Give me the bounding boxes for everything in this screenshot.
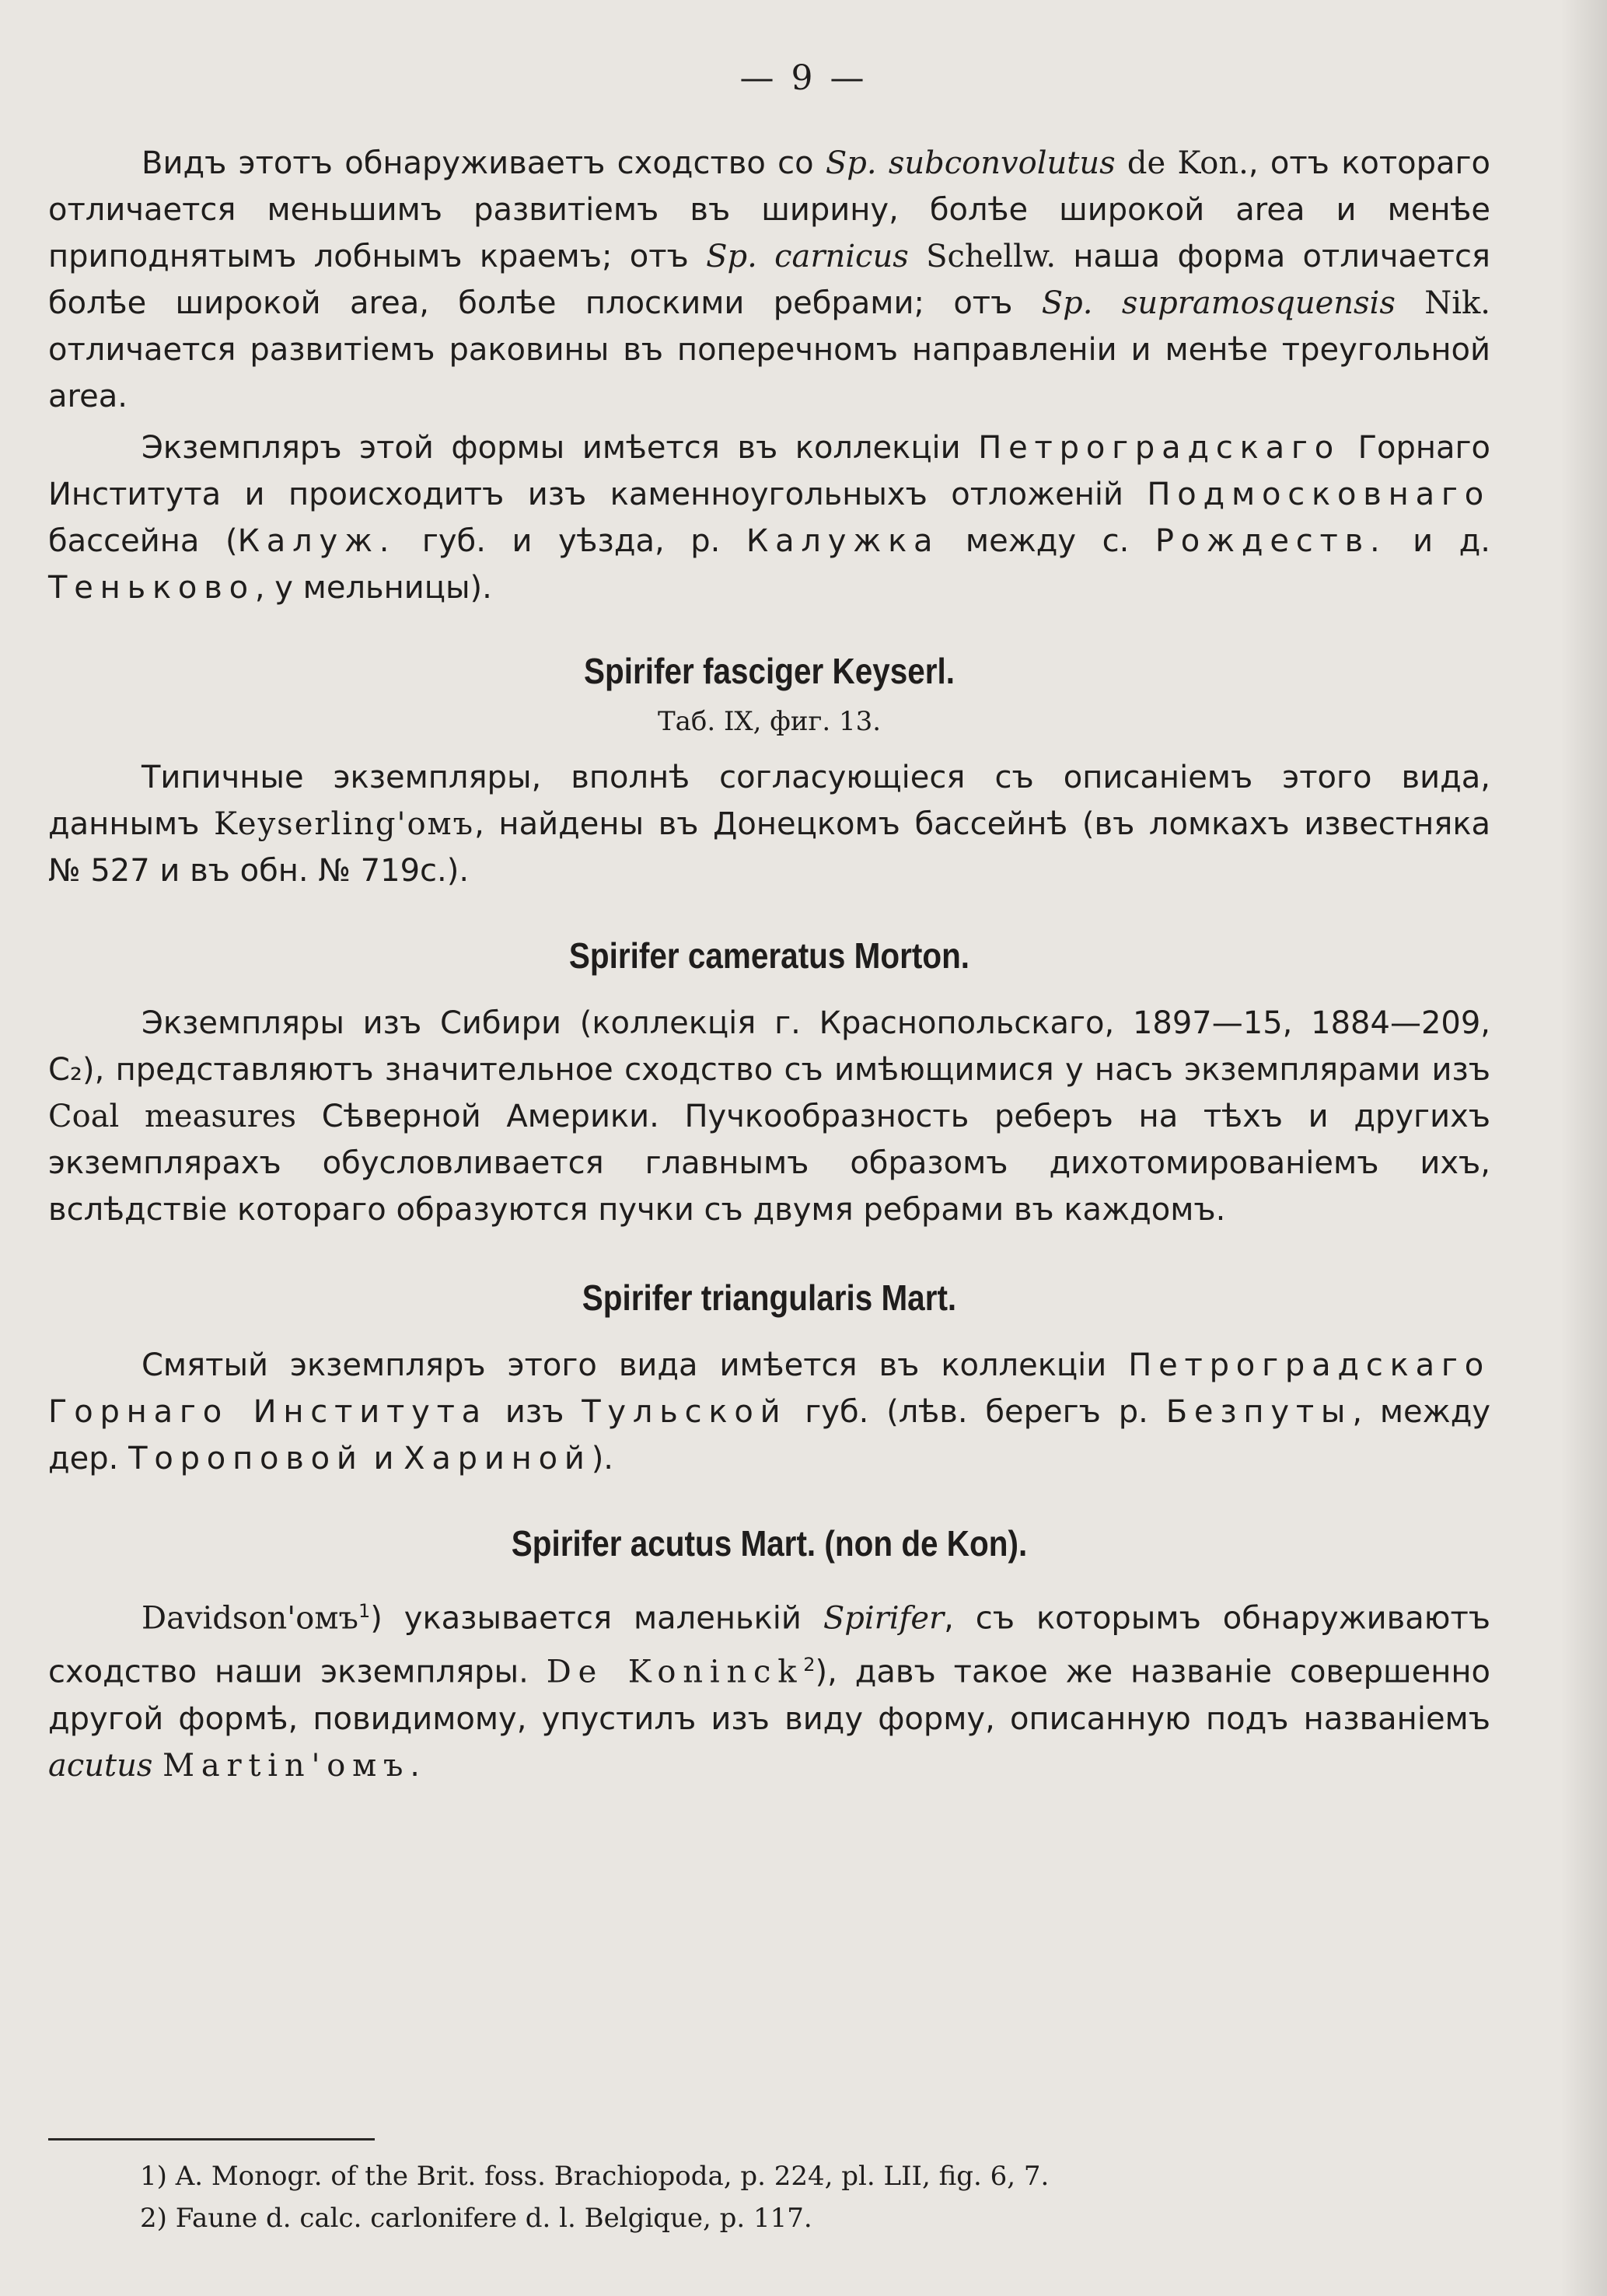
latin-term: Coal measures <box>48 1099 297 1134</box>
text-run: Типичные экземпляры, вполнѣ согласующіеся съ описаніемъ этого вида, даннымъ <box>48 760 1490 842</box>
text-run: и <box>363 1441 404 1476</box>
section-heading-triangularis: Spirifer triangularis Mart. <box>582 1277 957 1318</box>
page-spine-shadow <box>1560 0 1607 2296</box>
footnotes <box>140 2155 1049 2239</box>
page-number: — 9 — <box>739 58 868 98</box>
intro-paragraph-2 <box>48 425 1490 611</box>
footnote-divider <box>48 2138 375 2140</box>
text-run: , между дер. <box>48 1394 1491 1476</box>
text-run: , найдены въ Донецкомъ бассейнѣ (въ ломкахъ известняка № 527 и въ обн. № 719с.). <box>48 806 1490 889</box>
author-name: Schellw. <box>926 239 1057 274</box>
spaced-text: Тороповой <box>128 1441 364 1476</box>
text-run: между с. <box>939 523 1155 559</box>
author-name: Keyserling'омъ <box>214 806 475 842</box>
species-name: Sp. subconvolutus <box>825 145 1116 181</box>
plate-reference: Таб. IX, фиг. 13. <box>657 706 882 737</box>
paragraph-triangularis <box>48 1342 1490 1482</box>
text-run: , съ которымъ обнаруживаютъ сходство наши экземпляры. <box>48 1600 1490 1690</box>
footnote-1: 1) A. Monogr. of the Brit. foss. Brachiopoda, p. 224, pl. LII, fig. 6, 7. <box>140 2161 1050 2192</box>
footnote-2: 2) Faune d. calc. carlonifere d. l. Belgique, p. 117. <box>140 2203 812 2234</box>
text-run: ) указывается маленькій <box>370 1600 823 1637</box>
text-run: губ. и уѣзда, р. <box>396 523 746 559</box>
text-run: Сѣверной Америки. Пучкообразность реберъ на тѣхъ и другихъ экземплярахъ обусловливается главнымъ образомъ дихотомированіемъ ихъ, вслѣдствіе котораго образуются пучки съ двумя ребрами въ каждомъ. <box>48 1099 1490 1228</box>
author-name: Nik. <box>1424 285 1491 321</box>
text-run: Экземпляръ этой формы имѣется въ коллекціи <box>141 430 979 466</box>
spaced-text: Петроградскаго <box>978 430 1341 466</box>
text-run: . <box>410 1747 421 1784</box>
paragraph-cameratus <box>48 1000 1490 1233</box>
text-run: Экземпляры изъ Сибири (коллекція г. Краснопольскаго, 1897—15, 1884—209, C₂), представляютъ значительное сходство съ имѣющимися у насъ экземплярами изъ <box>48 1005 1490 1088</box>
text-run: изъ <box>487 1394 582 1430</box>
author-name: Martin'омъ <box>162 1747 410 1784</box>
section-heading-acutus: Spirifer acutus Mart. (non de Kon). <box>511 1523 1028 1564</box>
text-run: губ. (лѣв. берегъ р. <box>787 1394 1166 1430</box>
section-heading-cameratus: Spirifer cameratus Morton. <box>568 935 970 976</box>
paragraph-acutus <box>48 1588 1490 1789</box>
text-run: Видъ этотъ обнаруживаетъ сходство со <box>141 145 826 181</box>
spaced-text: Подмосковнаго <box>1147 477 1490 512</box>
spaced-text: Рождеств. <box>1155 523 1387 559</box>
section-heading-fasciger: Spirifer fasciger Keyserl. <box>583 651 955 691</box>
species-name: acutus <box>48 1747 153 1784</box>
text-run: ), давъ такое же названіе совершенно другой формѣ, повидимому, упустилъ изъ виду форму, описанную подъ названіемъ <box>48 1654 1490 1737</box>
footnote-marker: 1 <box>358 1600 371 1622</box>
main-text <box>48 140 1490 1789</box>
text-run: Смятый экземпляръ этого вида имѣется въ коллекціи <box>141 1347 1129 1383</box>
spaced-text: Хариной <box>403 1441 592 1476</box>
spaced-text: Тенькoво <box>48 570 255 606</box>
text-run: ). <box>591 1441 614 1476</box>
text-run: , у мельницы). <box>254 570 492 606</box>
text-run: отличается развитіемъ раковины въ поперечномъ направленіи и менѣе треугольной area. <box>48 332 1490 414</box>
footnote-marker: 2 <box>803 1654 816 1676</box>
species-name: Sp. carnicus <box>706 239 909 274</box>
spaced-text: Тульской <box>582 1394 788 1430</box>
genus-name: Spirifer <box>823 1600 945 1637</box>
intro-paragraph-1 <box>48 140 1490 420</box>
text-run: наша форма отличается болѣе широкой area, болѣе плоскими ребрами; отъ <box>48 239 1490 321</box>
paragraph-fasciger <box>48 754 1490 894</box>
text-run: , отъ котораго отличается меньшимъ развитіемъ въ ширину, болѣе широкой area и менѣе приподнятымъ лобнымъ краемъ; отъ <box>48 145 1490 274</box>
text-run: бассейна ( <box>48 523 238 559</box>
species-name: Sp. supramosquensis <box>1041 285 1396 321</box>
text-run: и д. <box>1386 523 1491 559</box>
text-run: Горнаго Института и происходитъ изъ каменноугольныхъ отложеній <box>48 430 1490 512</box>
spaced-text: Безпуты <box>1165 1394 1353 1430</box>
author-name: de Kon. <box>1127 145 1249 181</box>
text-run <box>152 1748 162 1784</box>
spaced-text: Калуж. <box>237 523 397 559</box>
spaced-text: Калужка <box>746 523 940 559</box>
author-name: De Koninck <box>546 1654 804 1690</box>
author-name: Davidson'омъ <box>141 1600 358 1637</box>
spaced-text: Петроградскаго Горнаго Института <box>48 1347 1490 1430</box>
